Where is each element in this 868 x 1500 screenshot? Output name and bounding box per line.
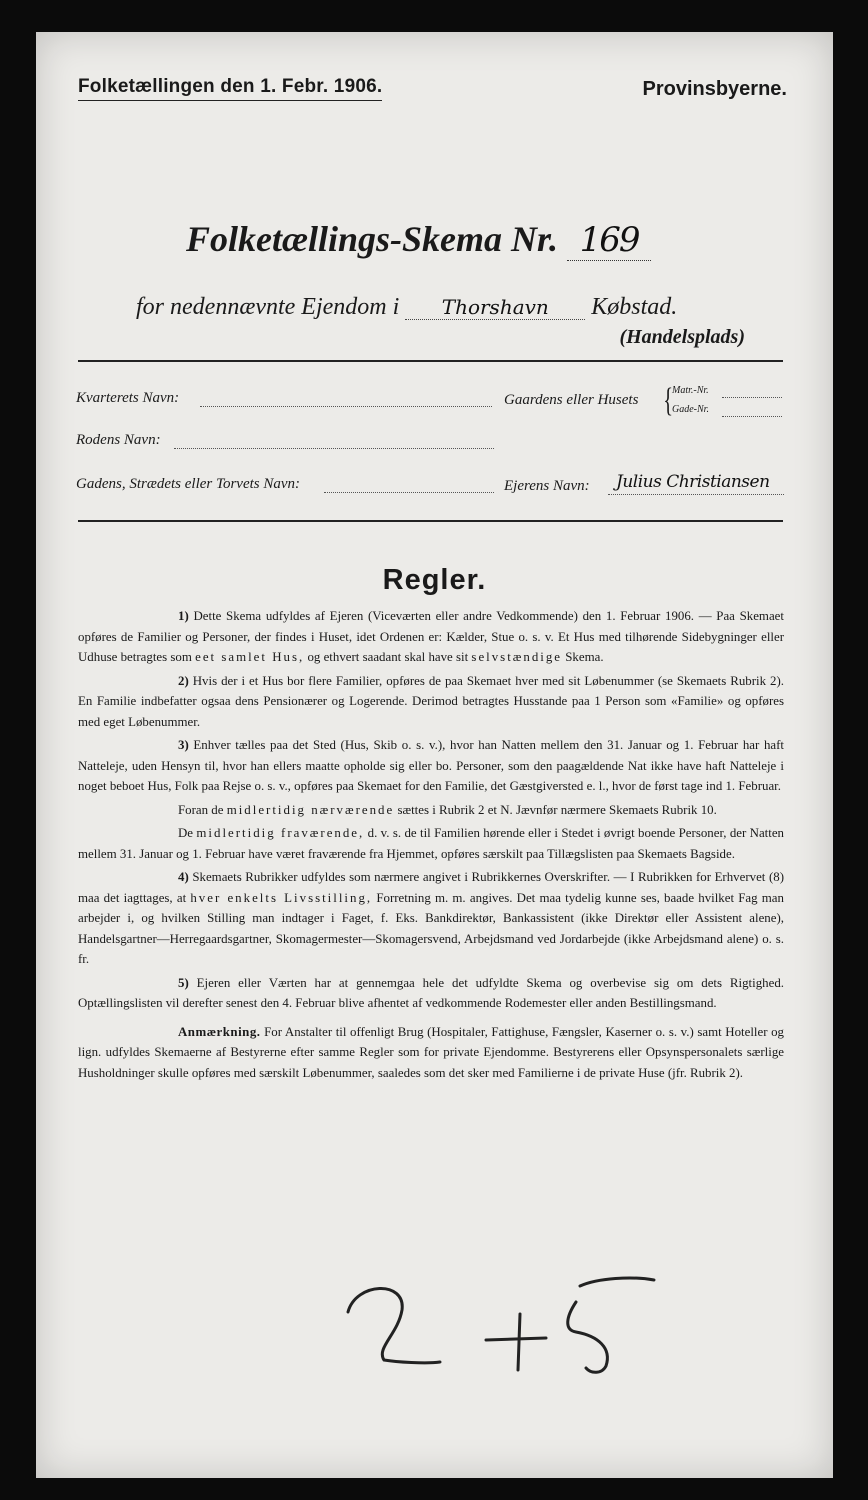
form-title-label: Folketællings-Skema Nr. — [186, 219, 559, 259]
rule-3b-spaced: midlertidig nærværende — [226, 802, 395, 817]
rules-text — [78, 606, 784, 1086]
census-form-sheet — [36, 32, 833, 1478]
rode-line — [174, 448, 494, 449]
rule-1-text-c: Skema. — [565, 650, 604, 664]
rule-5 — [78, 973, 784, 1014]
gade-line — [324, 492, 494, 493]
form-title — [186, 218, 651, 261]
annotation-text: For Anstalter til offenligt Brug (Hospitaler, Fattighuse, Fængsler, Kaserner o. s. v.) samt Hoteller og lign. udfyldes Skemaerne af Bestyrerne efter samme Regler som for private Ejendomme. Bestyrerens eller Opsynspersonalets særlige Husholdninger skulle opføres med særskilt Løbenummer, saaledes som det sker med Familierne i de private Huse (jfr. Rubrik 2). — [78, 1024, 784, 1080]
rule-3b — [78, 800, 784, 821]
bottom-divider — [78, 520, 783, 522]
rule-5-num: 5) — [178, 975, 189, 990]
rule-3b-text-b: sættes i Rubrik 2 et N. Jævnfør nærmere Skemaets Rubrik 10. — [397, 802, 717, 817]
rule-2-num: 2) — [178, 673, 189, 688]
gaard-label: Gaardens eller Husets — [504, 392, 639, 408]
annotation-label: Anmærkning. — [178, 1024, 261, 1039]
form-number-handwritten: 169 — [567, 220, 651, 261]
rule-1-num: 1) — [178, 609, 189, 623]
rule-3 — [78, 735, 784, 797]
rule-1-spaced-1: eet samlet Hus, — [195, 650, 305, 664]
rule-4-text-a: Skemaets Rubrikker udfyldes som nærmere angivet i Rubrikkernes Overskrifter. — I Rubrikken for Erhvervet (8) maa det iagttages, at — [78, 870, 784, 905]
rule-4-spaced: hver enkelts Livsstilling, — [190, 890, 373, 905]
rule-5-text: Ejeren eller Værten har at gennemgaa hele det udfyldte Skema og overbevise sig om dets Rigtighed. Optællingslisten vil derefter senest den 4. Februar blive afhentet af vedkommende Rodemester eller anden Bestillingsmand. — [78, 975, 784, 1010]
rule-2-text: Hvis der i et Hus bor flere Familier, opføres de paa Skemaet hver med sit Løbenummer (se Skemaets Rubrik 2). En Familie indbefatter ogsaa dens Pensionærer og Logerende. Derimod betragtes Husstande paa 1 Person som «Familie» og opføres med eget Løbenummer. — [78, 673, 784, 729]
census-date-header: Folketællingen den 1. Febr. 1906. — [78, 76, 382, 101]
rule-1 — [78, 606, 784, 668]
rule-3c-spaced: midlertidig fraværende, — [196, 826, 365, 840]
brace-glyph: { — [663, 382, 674, 419]
town-handwritten: Thorshavn — [405, 295, 585, 320]
annotation — [78, 1022, 784, 1084]
rule-1-text-a: Dette Skema udfyldes af Ejeren (Viceværten eller andre Vedkommende) den 1. Februar 1906. — Paa Skemaet opføres de Familier og Personer, der findes i Huset, idet Ordenen er: Kælder, Stue o. s. v. Et Hus med tilhørende Sidebygninger eller Udhuse betragtes som — [78, 609, 784, 664]
handwritten-pencil-mark — [336, 1262, 656, 1382]
property-prefix: for nedennævnte Ejendom i — [136, 294, 400, 320]
gade-nr-label: Gade-Nr. — [672, 404, 709, 415]
kvarter-line — [200, 406, 492, 407]
top-divider — [78, 360, 783, 362]
rule-3c-text-a: De — [178, 826, 194, 840]
rule-3c-text-b: d. v. s. de til Familien hørende eller i Stedet i øvrigt boende Personer, der Natten mellem 31. Januar og 1. Februar have været fraværende fra Hjemmet, opføres særskilt paa Tillægslisten paa Skemaets Bagside. — [78, 826, 784, 861]
property-line — [136, 294, 677, 321]
rule-3-text: Enhver tælles paa det Sted (Hus, Skib o. s. v.), hvor han Natten mellem den 31. Januar og 1. Februar har haft Natteleje, uden Hensyn til, hvor han ellers maatte opholde sig eller bo. Personer, som den paagældende Nat ikke have haft Natteleje i noget beboet Hus, Folk paa Rejse o. s. v., opføres paa Skemaet for den Familie, det Gæstgiversted e. l., hvor de først tage ind 1. Februar. — [78, 738, 784, 793]
rode-label: Rodens Navn: — [76, 432, 161, 448]
rule-3-num: 3) — [178, 738, 189, 752]
ejer-label: Ejerens Navn: — [504, 478, 590, 494]
ejer-line — [608, 494, 784, 495]
rule-4 — [78, 867, 784, 970]
rule-1-text-b: og ethvert saadant skal have sit — [307, 650, 469, 664]
rule-3c — [78, 823, 784, 864]
rules-heading: Regler. — [382, 564, 487, 596]
rule-4-num: 4) — [178, 870, 189, 884]
rule-3b-text-a: Foran de — [178, 802, 224, 817]
owner-handwritten: Julius Christiansen — [616, 472, 770, 492]
region-header: Provinsbyerne. — [642, 78, 787, 100]
matr-line — [722, 397, 782, 398]
rule-1-spaced-2: selvstændige — [471, 650, 563, 664]
rule-4-text-b: Forretning m. m. angives. Det maa tydelig kunne ses, baade hvilket Fag man arbejder i, og hvilken Stilling man indtager i Faget, f. Eks. Bankdirektør, Bankassistent (ikke Direktør eller Assistent alene), Handelsgartner—Herregaardsgartner, Skomagermester—Skomagersvend, Arbejdsmand ved Jordarbejde (ikke Arbejdsmand alene) o. s. fr. — [78, 890, 784, 966]
matr-label: Matr.-Nr. — [672, 385, 709, 396]
kvarter-label: Kvarterets Navn: — [76, 390, 180, 406]
town-suffix: Købstad. — [591, 294, 678, 320]
handelsplads-label: (Handelsplads) — [619, 326, 745, 348]
gade-nr-line — [722, 416, 782, 417]
rule-2 — [78, 671, 784, 733]
gade-label: Gadens, Strædets eller Torvets Navn: — [76, 476, 301, 492]
